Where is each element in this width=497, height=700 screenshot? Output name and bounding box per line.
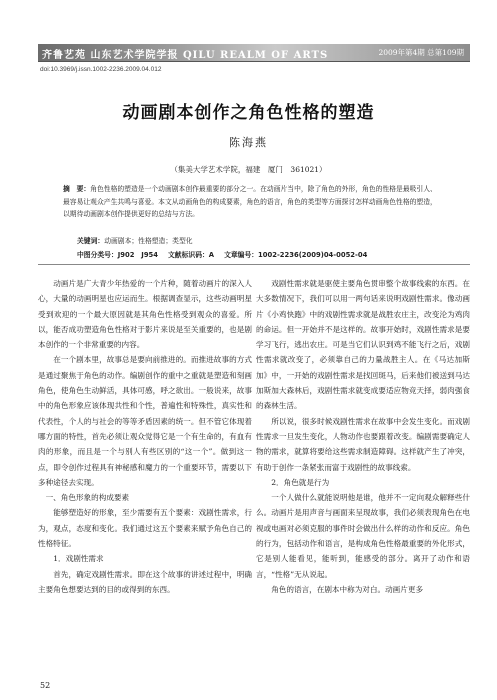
journal-name: 齐鲁艺苑 山东艺术学院学报 QILU REALM OF ARTS	[42, 50, 329, 61]
paragraph: 一个人做什么就能说明他是谁，他并不一定向观众解释些什么。动画片是用声音与画面来呈现故事，我们必须表现角色在电视或电画对必须克服的事件时会做出什么样的动作和反应。角色的行为，包括动作和语言，是构成角色性格最重要的外化形式，它是别人能看见，能听到，能感受的部分。离开了动作和语言，“性格”无从说起。	[256, 493, 470, 579]
paragraph: 动画片是广大青少年热爱的一个片种，随着动画片的深入人心，大量的动画明星也应运而生。根据调查显示，这些动画明星受到欢迎的一个最大原因就是其角色性格受到观众的喜爱。所以，能否成功塑造角色性格对于影片来说是至关重要的，也是剧本创作的一个非常重要的内容。	[38, 279, 252, 350]
paragraph: 所以说，很多时候戏剧性需求在故事中会发生变化。而戏剧性需求一旦发生变化，人物动作也要跟着改变。编剧需要确定人物的需求，就算将要给这些需求制造障碍。这样就产生了冲突，有助于创作一条紧张而富于戏剧性的故事线索。	[256, 416, 470, 472]
author: 陈海燕	[229, 136, 268, 149]
abstract-label: 摘 要：	[63, 185, 91, 193]
keywords-label: 关键词：	[77, 237, 105, 245]
subsection-heading: 2．角色就是行为	[271, 477, 330, 487]
article-number: 文章编号：1002-2236(2009)04-0052-04	[224, 251, 368, 259]
page-number: 52	[40, 681, 51, 690]
paragraph: 角色的语言，在剧本中称为对白。动画片更多	[271, 584, 424, 594]
keywords-text: 动画剧本；性格塑造；类型化	[104, 237, 193, 245]
issue-info: 2009年第4期 总第109期	[378, 48, 464, 57]
section-heading: 一、角色形象的构成要素	[45, 493, 130, 503]
keywords	[77, 235, 193, 245]
body-column-right	[256, 276, 470, 597]
article-title: 动画剧本创作之角色性格的塑造	[122, 103, 375, 123]
affiliation: （集美大学艺术学院，福建 厦门 361021）	[170, 165, 327, 174]
paragraph: 首先，确定戏剧性需求。即在这个故事的讲述过程中，明确主要角色想要达到的目的或得到的东西。	[38, 569, 252, 594]
paragraph: 在一个剧本里，故事总是要向前推进的。而推进故事的方式是通过聚焦于角色的动作。编剧创作的重中之重就是塑造和刻画角色，使角色生动鲜活，具体可感，呼之欲出。一般说来，故事中的角色形象应该体现共性和个性，普遍性和特殊性，真实性和代表性，个人的与社会的等等矛盾因素的统一。但不管它体现着哪方面的特性，首先必须让观众觉得它是一个有生命的，有血有肉的形象，而且是一个与别人有些区别的“这一个”。做到这一点，即令创作过程具有神秘感和魔力的一个重要环节，需要以下多种途径去实现。	[38, 355, 252, 487]
paragraph: 戏剧性需求就是驱使主要角色贯串整个故事线索的东西。在大多数情况下，我们可以用一两句话来说明戏剧性需求。像动画片《小鸡快跑》中的戏剧性需求就是战胜农庄主，改变沦为鸡肉的命运。但一开始并不是这样的。故事开始时，戏剧性需求是要学习飞行，逃出农庄。可是当它们认识到鸡不能飞行之后，戏剧性需求就改变了，必须靠自己的力量战胜主人。在《马达加斯加》中，一开始的戏剧性需求是找回斑马，后来他们被送到马达加斯加大森林后，戏剧性需求就变成要适应物竞天择，弱肉强食的森林生活。	[256, 279, 470, 411]
subsection-heading: 1．戏剧性需求	[53, 554, 104, 564]
abstract-text: 角色性格的塑造是一个动画剧本创作最重要的部分之一。在动画片当中，除了角色的外形，角色的性格是最吸引人、最容易让观众产生共鸣与喜爱。本文从动画角色的构成要素，角色的语言，角色的类型等方面探讨怎样动画角色性格的塑造，以期待动画剧本创作提供更好的总结与方法。	[63, 185, 437, 218]
abstract	[63, 183, 438, 221]
paragraph: 能够塑造好的形象，至少需要有五个要素：戏剧性需求，行为，观点，态度和变化。我们通过这五个要素来赋予角色自己的性格特征。	[38, 508, 252, 549]
journal-banner	[38, 44, 470, 62]
divider	[38, 264, 470, 265]
class-number: 中图分类号：J902 J954	[77, 251, 159, 259]
doi: doi:10.3969/j.issn.1002-2236.2009.04.012	[40, 66, 162, 73]
body-column-left	[38, 276, 252, 597]
document-code: 文献标识码：A	[168, 251, 215, 259]
classification-line	[77, 249, 437, 259]
